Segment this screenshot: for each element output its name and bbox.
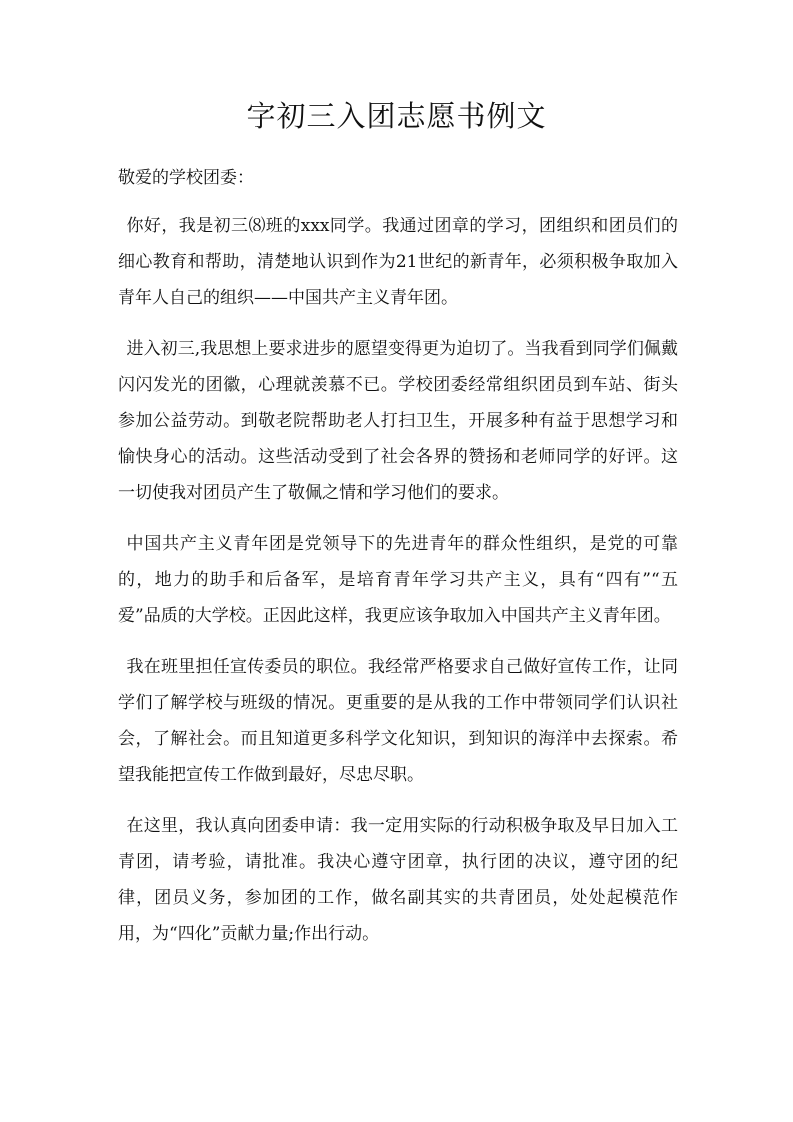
- paragraph-greeting: 你好，我是初三⑻班的xxx同学。我通过团章的学习，团组织和团员们的细心教育和帮助，清楚地认识到作为21世纪的新青年，必须积极争取加入青年人自己的组织——中国共产主义青年团。: [118, 216, 678, 308]
- document-body: [118, 160, 678, 967]
- paragraph-league-description: 中国共产主义青年团是党领导下的先进青年的群众性组织，是党的可靠的，地力的助手和后备军，是培育青年学习共产主义，具有“四有”“五爱”品质的大学校。正因此这样，我更应该争取加入中国共产主义青年团。: [118, 534, 678, 626]
- paragraph-class-role: 我在班里担任宣传委员的职位。我经常严格要求自己做好宣传工作，让同学们了解学校与班级的情况。更重要的是从我的工作中带领同学们认识社会，了解社会。而且知道更多科学文化知识，到知识的海洋中去探索。希望我能把宣传工作做到最好，尽忠尽职。: [118, 657, 678, 785]
- paragraph-motivation: 进入初三,我思想上要求进步的愿望变得更为迫切了。当我看到同学们佩戴闪闪发光的团徽，心理就羡慕不已。学校团委经常组织团员到车站、街头参加公益劳动。到敬老院帮助老人打扫卫生，开展多种有益于思想学习和愉快身心的活动。这些活动受到了社会各界的赞扬和老师同学的好评。这一切使我对团员产生了敬佩之情和学习他们的要求。: [118, 339, 678, 503]
- document-title: 字初三入团志愿书例文: [246, 99, 547, 133]
- salutation: 敬爱的学校团委：: [118, 168, 254, 188]
- paragraph-application-pledge: 在这里，我认真向团委申请：我一定用实际的行动积极争取及早日加入工青团，请考验，请批准。我决心遵守团章，执行团的决议，遵守团的纪律，团员义务，参加团的工作，做名副其实的共青团员，处处起模范作用，为“四化”贡献力量;作出行动。: [118, 816, 678, 944]
